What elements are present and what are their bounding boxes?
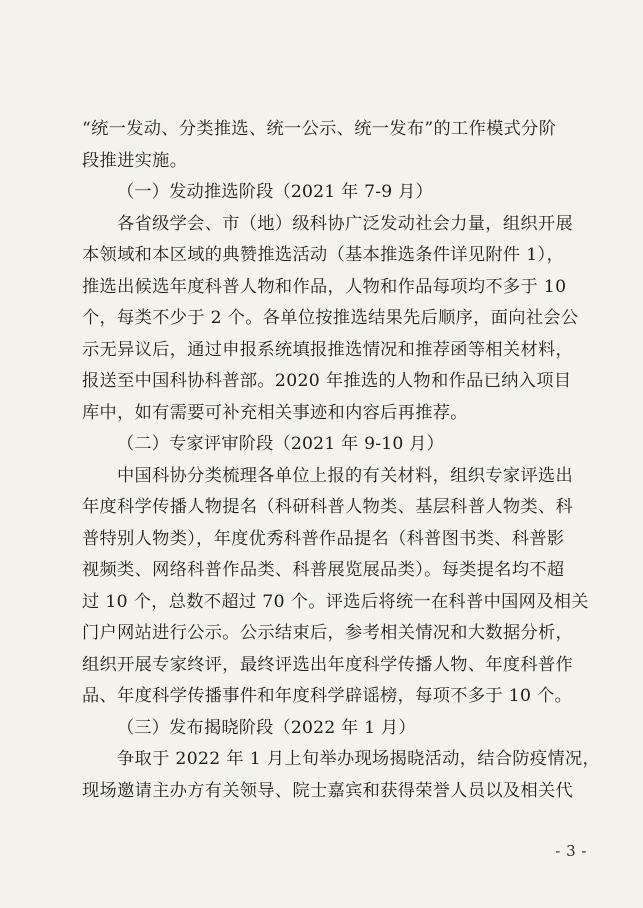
- document-body: [82, 114, 601, 807]
- text-line: 现场邀请主办方有关领导、院士嘉宾和获得荣誉人员以及相关代: [82, 780, 574, 801]
- text-line: 视频类、网络科普作品类、科普展览展品类）。每类提名均不超: [82, 560, 565, 580]
- paragraph-start-line: 争取于 2022 年 1 月上旬举办现场揭晓活动，结合防疫情况，: [117, 749, 601, 769]
- text-line: 普特别人物类），年度优秀科普作品提名（科普图书类、科普影: [82, 528, 565, 549]
- section-heading: （一）发动推选阶段（2021 年 7-9 月）: [117, 182, 433, 202]
- text-line: 报送至中国科协科普部。2020 年推选的人物和作品已纳入项目: [82, 371, 572, 391]
- text-line: 库中，如有需要可补充相关事迹和内容后再推荐。: [82, 402, 468, 423]
- text-line: 推选出候选年度科普人物和作品，人物和作品每项均不多于 10: [82, 276, 567, 297]
- page-number: - 3 -: [555, 842, 587, 860]
- section-heading: （三）发布揭晓阶段（2022 年 1 月）: [117, 717, 416, 738]
- text-line: 品、年度科学传播事件和年度科学辟谣榜，每项不多于 10 个。: [82, 686, 573, 706]
- paragraph-start-line: 中国科协分类梳理各单位上报的有关材料，组织专家评选出: [117, 465, 573, 486]
- text-line: 本领域和本区域的典赞推选活动（基本推选条件详见附件 1），: [82, 245, 565, 265]
- text-line: 过 10 个，总数不超过 70 个。评选后将统一在科普中国网及相关: [82, 591, 589, 612]
- text-line: 组织开展专家终评，最终评选出年度科学传播人物、年度科普作: [82, 654, 574, 675]
- text-line: 门户网站进行公示。公示结束后，参考相关情况和大数据分析，: [82, 623, 574, 643]
- section-heading: （二）专家评审阶段（2021 年 9-10 月）: [117, 434, 444, 454]
- text-line: 年度科学传播人物提名（科研科普人物类、基层科普人物类、科: [82, 497, 574, 517]
- text-line: 个，每类不少于 2 个。各单位按推选结果先后顺序，面向社会公: [82, 308, 579, 328]
- text-line: 示无异议后，通过申报系统填报推选情况和推荐函等相关材料，: [82, 339, 574, 360]
- text-line: 段推进实施。: [82, 150, 188, 171]
- paragraph-start-line: 各省级学会、市（地）级科协广泛发动社会力量，组织开展: [117, 213, 573, 234]
- text-line: “统一发动、分类推选、统一公示、统一发布”的工作模式分阶: [82, 119, 557, 139]
